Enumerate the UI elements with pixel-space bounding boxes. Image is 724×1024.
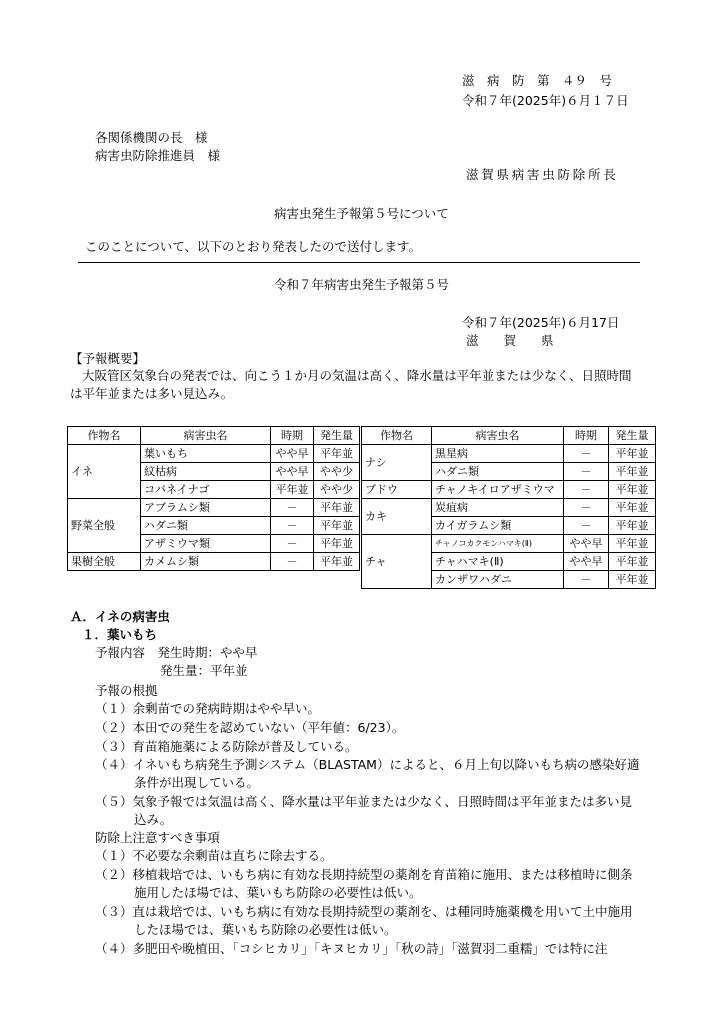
- amount-cell: やや少: [314, 463, 360, 481]
- amount-cell: 平年並: [609, 499, 656, 517]
- basis-item: （４）イネいもち病発生予測システム（BLASTAM）によると、６月上旬以降いもち病の感染好適: [95, 757, 640, 772]
- basis-item: （３）育苗箱施薬による防除が普及している。: [95, 739, 358, 754]
- col-header-pest: 病害虫名: [141, 427, 271, 445]
- timing-cell: －: [271, 553, 314, 571]
- basis-item: （５）気象予報では気温は高く、降水量は平年並または少なく、日照時間は平年並または多い見: [95, 794, 633, 809]
- amount-cell: 平年並: [609, 445, 656, 463]
- control-item: （３）直は栽培では、いもち病に有効な長期持続型の薬剤を、は種同時施薬機を用いて土中施用: [95, 904, 633, 919]
- table-row: [68, 553, 360, 571]
- sender: 滋賀県病害虫防除所長: [466, 167, 619, 182]
- amount-cell: やや少: [314, 481, 360, 499]
- basis-item-cont: 込み。: [134, 812, 173, 827]
- table-row: [68, 445, 360, 463]
- recipient-line-2: 病害虫防除推進員 様: [95, 148, 221, 163]
- timing-cell: －: [271, 499, 314, 517]
- forecast-title: 令和７年病害虫発生予報第５号: [274, 277, 450, 292]
- basis-item-cont: 条件が出現している。: [134, 775, 260, 790]
- timing-cell: －: [564, 445, 609, 463]
- amount-cell: 平年並: [314, 499, 360, 517]
- pest-cell: チャノコカクモンハマキ(Ⅱ): [432, 535, 564, 553]
- crop-cell: カキ: [362, 499, 432, 535]
- amount-cell: 平年並: [609, 553, 656, 571]
- intro-text: このことについて、以下のとおり発表したので送付します。: [85, 239, 422, 254]
- control-item-cont: したほ場では、葉いもち防除の必要性は低い。: [134, 922, 397, 937]
- timing-cell: －: [271, 535, 314, 553]
- item1-title: １．葉いもち: [82, 627, 158, 642]
- basis-item: （２）本田での発生を認めていない（平年値：6/23）。: [95, 720, 405, 735]
- pest-cell: 炭疽病: [432, 499, 564, 517]
- pest-cell: ハダニ類: [432, 463, 564, 481]
- pest-cell: カンザワハダニ: [432, 571, 564, 589]
- col-header-crop: 作物名: [68, 427, 141, 445]
- col-header-crop: 作物名: [362, 427, 432, 445]
- amount-cell: 平年並: [314, 517, 360, 535]
- pest-cell: アブラムシ類: [141, 499, 271, 517]
- control-item: （４）多肥田や晩植田、「コシヒカリ」「キヌヒカリ」「秋の詩」「滋賀羽二重糯」では特に注: [95, 941, 608, 956]
- basis-item: （１）余剰苗での発病時期はやや早い。: [95, 701, 321, 716]
- timing-cell: －: [271, 517, 314, 535]
- amount-cell: 平年並: [609, 571, 656, 589]
- crop-cell: ナシ: [362, 445, 432, 481]
- basis-heading: 予報の根拠: [95, 683, 158, 698]
- timing-cell: －: [564, 517, 609, 535]
- forecast-amount: 発生量：平年並: [160, 663, 248, 678]
- control-item: （１）不必要な余剰苗は直ちに除去する。: [95, 848, 333, 863]
- pest-cell: チャハマキ(Ⅱ): [432, 553, 564, 571]
- document-number: 滋 病 防 第 ４９ 号: [462, 73, 613, 88]
- forecast-table-left: [67, 426, 360, 571]
- timing-cell: 平年並: [271, 481, 314, 499]
- col-header-amount: 発生量: [609, 427, 656, 445]
- amount-cell: 平年並: [609, 481, 656, 499]
- subject: 病害虫発生予報第５号について: [274, 206, 449, 221]
- forecast-date: 令和７年(2025年)６月17日: [462, 315, 620, 330]
- control-heading: 防除上注意すべき事項: [95, 830, 220, 845]
- col-header-pest: 病害虫名: [432, 427, 564, 445]
- overview-heading: 【予報概要】: [70, 351, 146, 366]
- crop-cell: 野菜全般: [68, 499, 141, 553]
- overview-line-2: は平年並または多い見込み。: [70, 386, 234, 401]
- section-a-title: Ａ．イネの病害虫: [70, 609, 170, 624]
- timing-cell: －: [564, 571, 609, 589]
- pest-cell: チャノキイロアザミウマ: [432, 481, 564, 499]
- amount-cell: 平年並: [314, 535, 360, 553]
- col-header-timing: 時期: [564, 427, 609, 445]
- recipient-line-1: 各関係機関の長 様: [95, 130, 208, 145]
- crop-cell: イネ: [68, 445, 141, 499]
- table-row: [362, 445, 656, 463]
- document-date: 令和７年(2025年)６月１７日: [462, 93, 629, 108]
- control-item-cont: 施用したほ場では、葉いもち防除の必要性は低い。: [134, 885, 422, 900]
- timing-cell: やや早: [564, 553, 609, 571]
- pest-cell: アザミウマ類: [141, 535, 271, 553]
- timing-cell: －: [564, 481, 609, 499]
- timing-cell: やや早: [564, 535, 609, 553]
- amount-cell: 平年並: [609, 463, 656, 481]
- forecast-issuer: 滋 賀 県: [466, 333, 554, 348]
- pest-cell: 葉いもち: [141, 445, 271, 463]
- pest-cell: 黒星病: [432, 445, 564, 463]
- table-row: [68, 499, 360, 517]
- pest-cell: 紋枯病: [141, 463, 271, 481]
- amount-cell: 平年並: [609, 517, 656, 535]
- control-item: （２）移植栽培では、いもち病に有効な長期持続型の薬剤を育苗箱に施用、または移植時に側条: [95, 867, 633, 882]
- timing-cell: やや早: [271, 445, 314, 463]
- timing-cell: やや早: [271, 463, 314, 481]
- forecast-table-right: [361, 426, 656, 589]
- table-row: [362, 499, 656, 517]
- overview-line-1: 大阪管区気象台の発表では、向こう１か月の気温は高く、降水量は平年並または少なく、日照時間: [82, 368, 632, 383]
- pest-cell: コバネイナゴ: [141, 481, 271, 499]
- amount-cell: 平年並: [314, 553, 360, 571]
- table-row: [362, 535, 656, 553]
- pest-cell: ハダニ類: [141, 517, 271, 535]
- crop-cell: チャ: [362, 535, 432, 589]
- crop-cell: ブドウ: [362, 481, 432, 499]
- timing-cell: －: [564, 463, 609, 481]
- pest-cell: カイガラムシ類: [432, 517, 564, 535]
- crop-cell: 果樹全般: [68, 553, 141, 571]
- divider: [78, 262, 640, 263]
- amount-cell: 平年並: [314, 445, 360, 463]
- amount-cell: 平年並: [609, 535, 656, 553]
- timing-cell: －: [564, 499, 609, 517]
- table-row: [362, 481, 656, 499]
- col-header-amount: 発生量: [314, 427, 360, 445]
- forecast-timing: 予報内容 発生時期：やや早: [95, 645, 258, 660]
- col-header-timing: 時期: [271, 427, 314, 445]
- pest-cell: カメムシ類: [141, 553, 271, 571]
